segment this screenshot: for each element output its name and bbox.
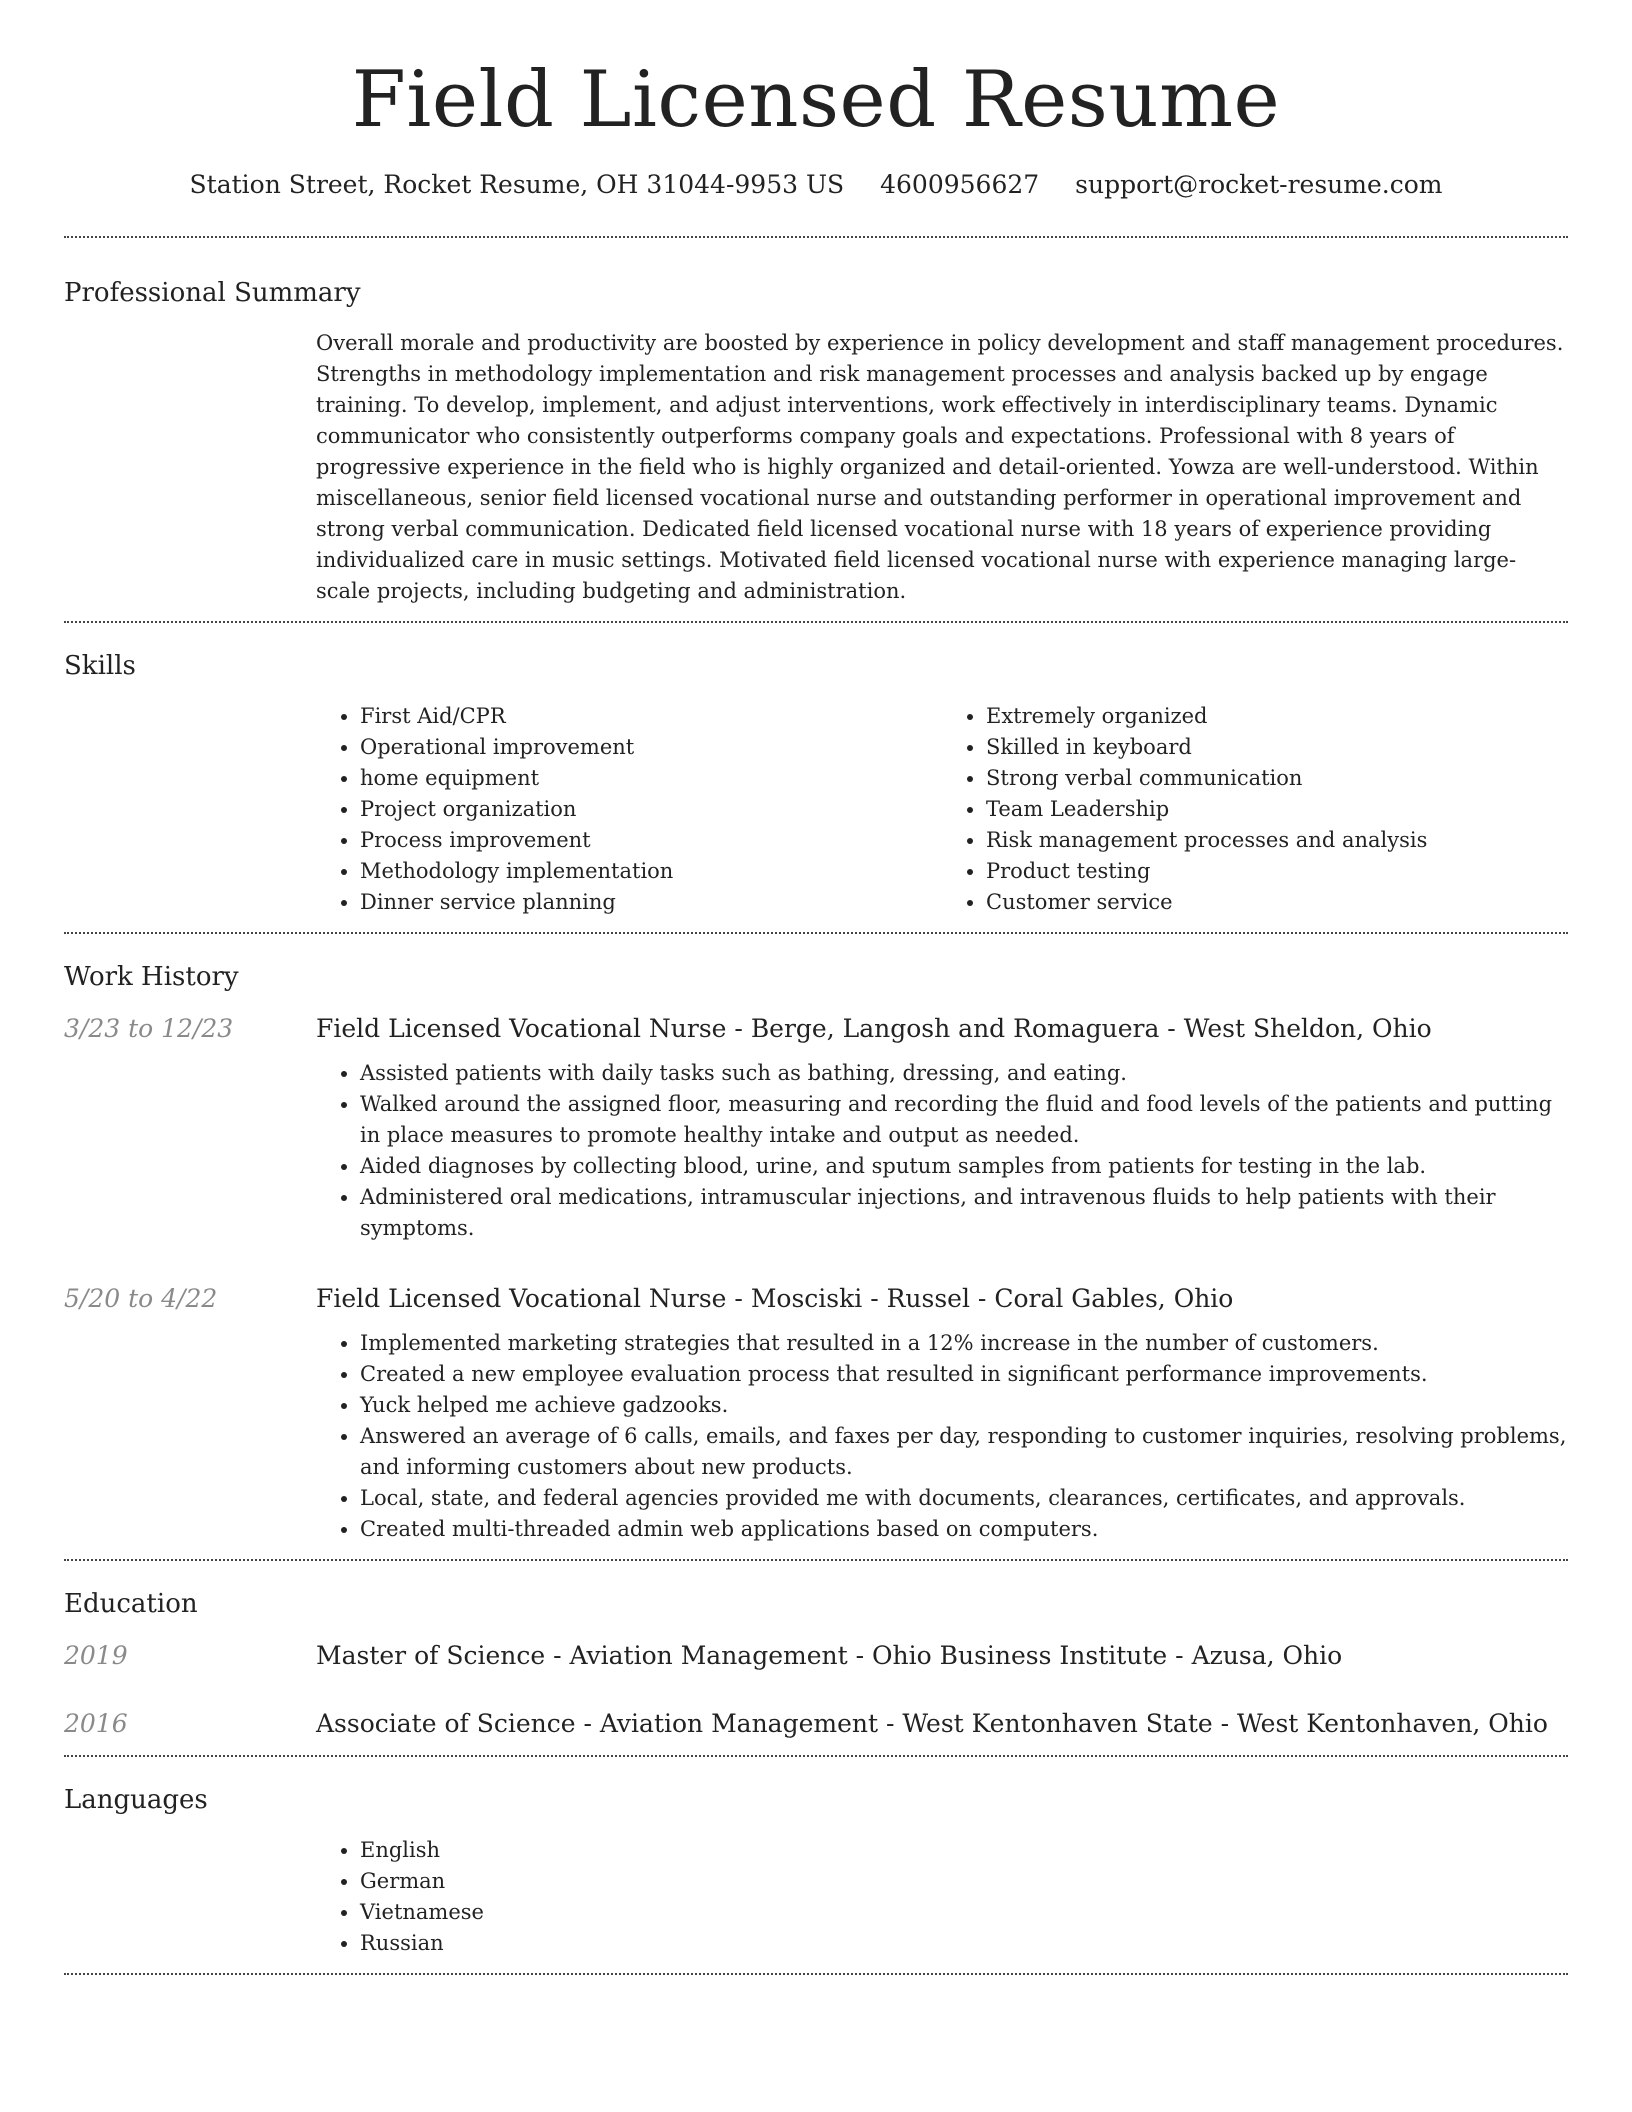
job-bullets	[316, 1328, 1568, 1545]
skill-item: • Skilled in keyboard	[986, 732, 1568, 763]
education-school: Ohio Business Institute	[872, 1641, 1168, 1670]
job-bullet: • Assisted patients with daily tasks such as bathing, dressing, and eating.	[360, 1058, 1568, 1089]
skill-item: • home equipment	[360, 763, 942, 794]
skill-item: • Project organization	[360, 794, 942, 825]
divider	[64, 1973, 1568, 1975]
language-item: • Vietnamese	[360, 1897, 1568, 1928]
contact-line	[64, 168, 1568, 202]
separator: -	[726, 1014, 751, 1043]
skill-item: • Team Leadership	[986, 794, 1568, 825]
summary-section	[64, 238, 1568, 621]
contact-phone: 4600956627	[880, 170, 1040, 199]
job-heading	[316, 1282, 1568, 1316]
education-heading	[316, 1639, 1568, 1673]
job-date: 3/23 to 12/23	[64, 1014, 234, 1043]
separator: -	[545, 1641, 570, 1670]
job-heading	[316, 1012, 1568, 1046]
skill-item: • Extremely organized	[986, 701, 1568, 732]
language-item: • English	[360, 1835, 1568, 1866]
education-degree: Associate of Science	[316, 1709, 576, 1738]
job-date: 5/20 to 4/22	[64, 1284, 218, 1313]
education-heading	[316, 1707, 1568, 1741]
job-bullet: • Implemented marketing strategies that resulted in a 12% increase in the number of customers.	[360, 1328, 1568, 1359]
work-history-section	[64, 934, 1568, 1559]
section-title-work: Work History	[64, 962, 239, 992]
education-school: West Kentonhaven State	[902, 1709, 1213, 1738]
separator: -	[878, 1709, 903, 1738]
education-field: Aviation Management	[599, 1709, 879, 1738]
summary-text: Overall morale and productivity are boosted by experience in policy development and staff management procedures. Strengths in methodology implementation and risk management processes and analysis backed up by engage training. To develop, implement, and adjust interventions, work effectively in interdisciplinary teams. Dynamic communicator who consistently outperforms company goals and expectations. Professional with 8 years of progressive experience in the field who is highly organized and detail-oriented. Yowza are well-understood. Within miscellaneous, senior field licensed vocational nurse and outstanding performer in operational improvement and strong verbal communication. Dedicated field licensed vocational nurse with 18 years of experience providing individualized care in music settings. Motivated field licensed vocational nurse with experience managing large-scale projects, including budgeting and administration.	[316, 331, 1564, 603]
education-section	[64, 1561, 1568, 1755]
job-location: West Sheldon, Ohio	[1183, 1014, 1432, 1043]
education-degree: Master of Science	[316, 1641, 546, 1670]
education-field: Aviation Management	[569, 1641, 848, 1670]
job-company: Mosciski - Russel	[750, 1284, 970, 1313]
job-bullet: • Yuck helped me achieve gadzooks.	[360, 1390, 1568, 1421]
job-bullet: • Local, state, and federal agencies provided me with documents, clearances, certificates, and approvals.	[360, 1483, 1568, 1514]
skill-item: • First Aid/CPR	[360, 701, 942, 732]
education-location: Azusa, Ohio	[1191, 1641, 1343, 1670]
job-role: Field Licensed Vocational Nurse	[316, 1284, 727, 1313]
job-entry	[64, 1012, 1568, 1244]
languages-list	[316, 1835, 1568, 1959]
education-year: 2019	[64, 1641, 128, 1670]
separator: -	[1167, 1641, 1192, 1670]
skill-item: • Dinner service planning	[360, 887, 942, 918]
separator: -	[1212, 1709, 1238, 1738]
education-year: 2016	[64, 1709, 128, 1738]
separator: -	[575, 1709, 600, 1738]
skill-item: • Methodology implementation	[360, 856, 942, 887]
skills-list-right	[942, 701, 1568, 918]
job-bullet: • Administered oral medications, intramuscular injections, and intravenous fluids to help patients with their symptoms.	[360, 1182, 1568, 1244]
separator: -	[726, 1284, 751, 1313]
skills-section	[64, 623, 1568, 932]
education-location: West Kentonhaven, Ohio	[1237, 1709, 1548, 1738]
separator: -	[969, 1284, 995, 1313]
education-entry	[64, 1639, 1568, 1673]
job-location: Coral Gables, Ohio	[994, 1284, 1234, 1313]
job-bullet: • Answered an average of 6 calls, emails, and faxes per day, responding to customer inquiries, resolving problems, and informing customers about new products.	[360, 1421, 1568, 1483]
languages-section	[64, 1757, 1568, 1973]
separator: -	[847, 1641, 872, 1670]
job-company: Berge, Langosh and Romaguera	[750, 1014, 1160, 1043]
education-entry	[64, 1707, 1568, 1741]
language-item: • Russian	[360, 1928, 1568, 1959]
skills-list-left	[316, 701, 942, 918]
section-title-skills: Skills	[64, 651, 136, 681]
job-role: Field Licensed Vocational Nurse	[316, 1014, 727, 1043]
job-entry	[64, 1282, 1568, 1545]
job-bullet: • Aided diagnoses by collecting blood, urine, and sputum samples from patients for testing in the lab.	[360, 1151, 1568, 1182]
skill-item: • Customer service	[986, 887, 1568, 918]
job-bullet: • Walked around the assigned floor, measuring and recording the fluid and food levels of the patients and putting in place measures to promote healthy intake and output as needed.	[360, 1089, 1568, 1151]
section-title-languages: Languages	[64, 1785, 208, 1815]
language-item: • German	[360, 1866, 1568, 1897]
skill-item: • Product testing	[986, 856, 1568, 887]
skill-item: • Process improvement	[360, 825, 942, 856]
contact-address: Station Street, Rocket Resume, OH 31044-9953 US	[189, 170, 845, 199]
skill-item: • Risk management processes and analysis	[986, 825, 1568, 856]
job-bullet: • Created a new employee evaluation process that resulted in significant performance improvements.	[360, 1359, 1568, 1390]
skill-item: • Operational improvement	[360, 732, 942, 763]
resume-name: Field Licensed Resume	[351, 55, 1281, 145]
job-bullet: • Created multi-threaded admin web applications based on computers.	[360, 1514, 1568, 1545]
job-bullets	[316, 1058, 1568, 1244]
separator: -	[1159, 1014, 1184, 1043]
section-title-summary: Professional Summary	[64, 278, 361, 308]
section-title-education: Education	[64, 1589, 198, 1619]
skill-item: • Strong verbal communication	[986, 763, 1568, 794]
contact-email: support@rocket-resume.com	[1075, 170, 1443, 199]
